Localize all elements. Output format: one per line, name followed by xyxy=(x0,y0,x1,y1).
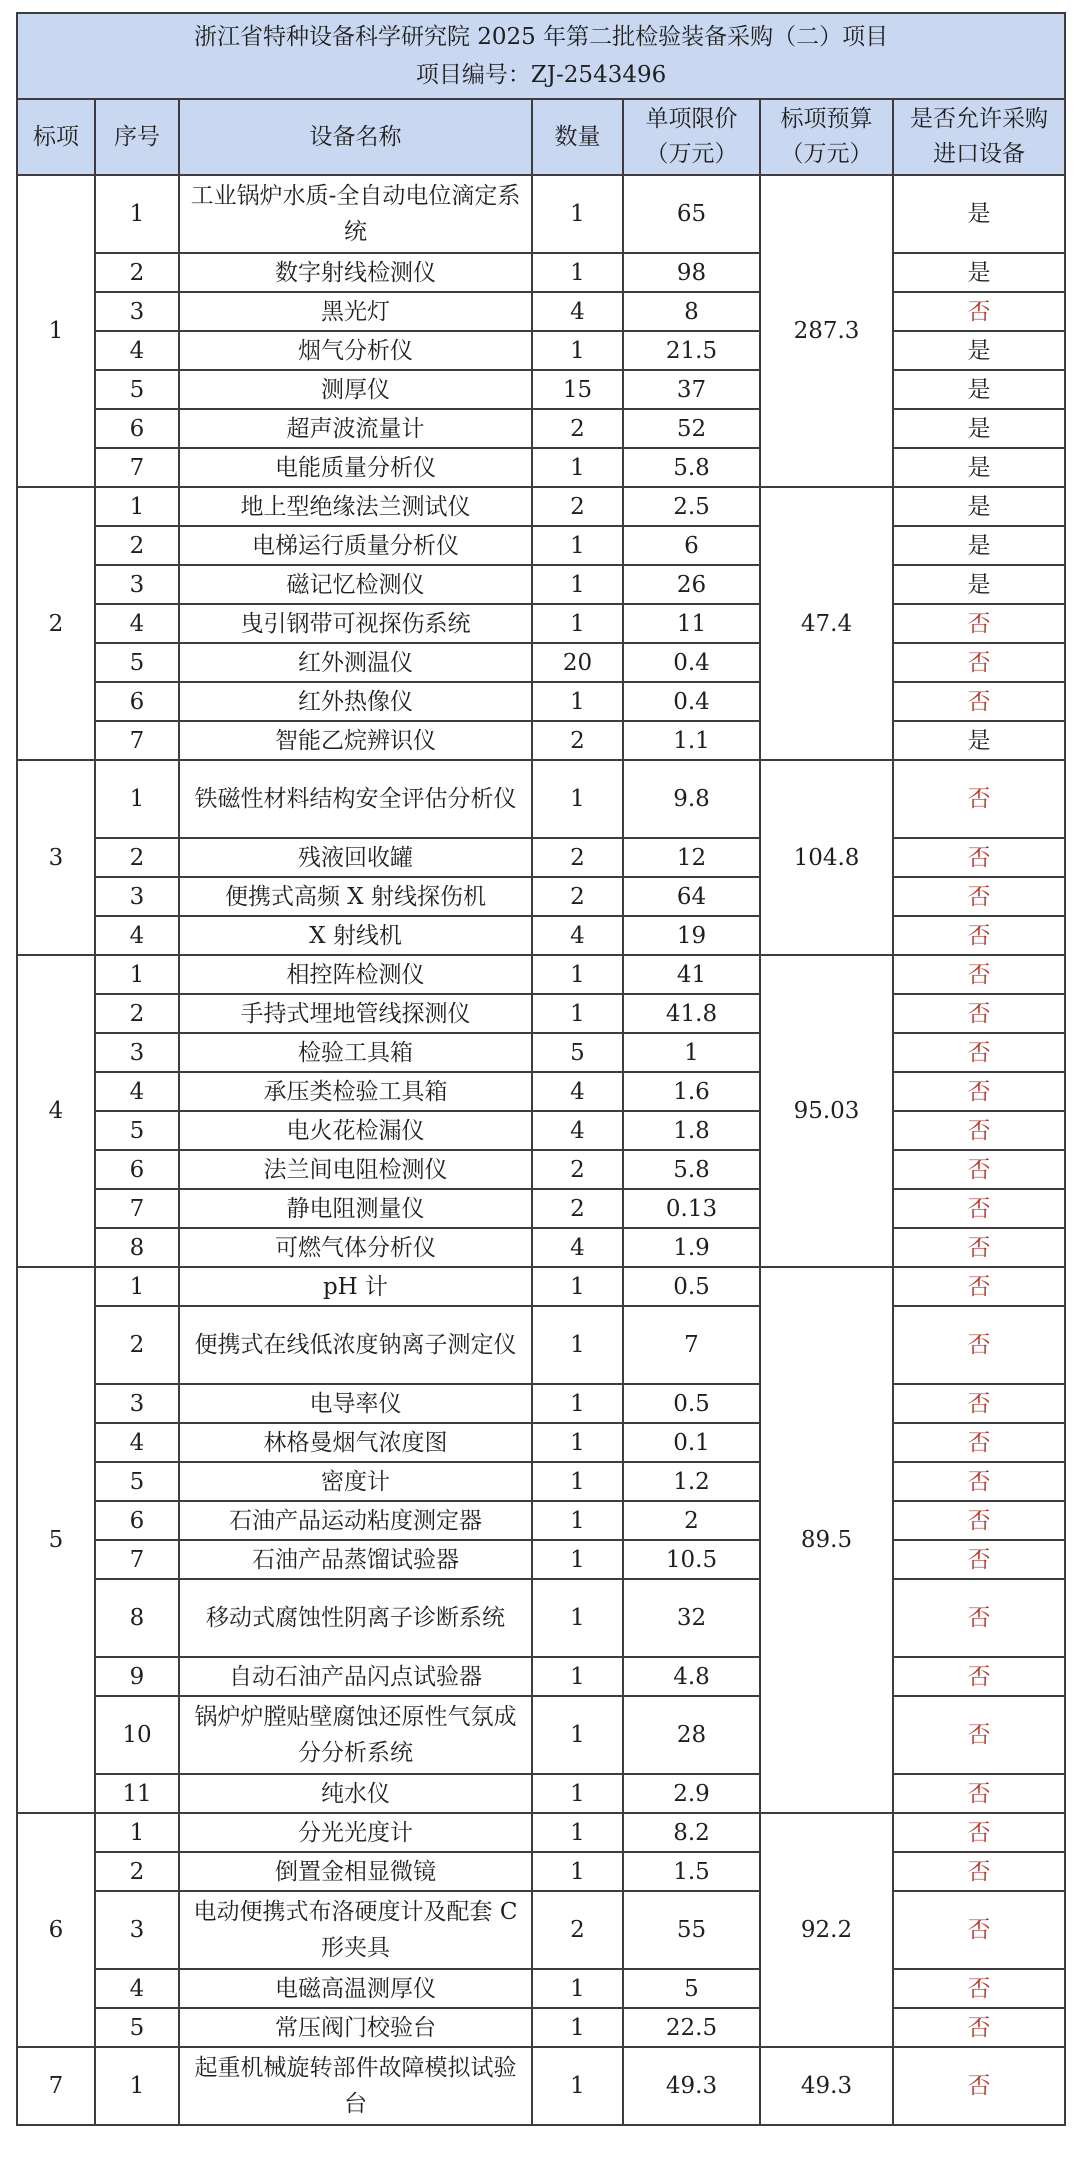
seq-cell: 5 xyxy=(95,2008,179,2047)
equipment-name-cell: 可燃气体分析仪 xyxy=(179,1228,532,1267)
table-row xyxy=(17,1306,1065,1384)
unit-limit-cell: 22.5 xyxy=(623,2008,760,2047)
import-allowed-cell: 否 xyxy=(893,1189,1065,1228)
equipment-name-cell: 相控阵检测仪 xyxy=(179,955,532,994)
equipment-name-cell: 电动便携式布洛硬度计及配套 C 形夹具 xyxy=(179,1891,532,1969)
quantity-cell: 1 xyxy=(532,1540,623,1579)
equipment-name-cell: 红外测温仪 xyxy=(179,643,532,682)
quantity-cell: 1 xyxy=(532,1774,623,1813)
quantity-cell: 2 xyxy=(532,877,623,916)
table-row xyxy=(17,643,1065,682)
equipment-name-cell: pH 计 xyxy=(179,1267,532,1306)
table-row xyxy=(17,1033,1065,1072)
import-allowed-cell: 否 xyxy=(893,292,1065,331)
quantity-cell: 1 xyxy=(532,331,623,370)
header-name: 设备名称 xyxy=(179,99,532,175)
import-allowed-cell: 是 xyxy=(893,526,1065,565)
seq-cell: 3 xyxy=(95,292,179,331)
seq-cell: 7 xyxy=(95,721,179,760)
import-allowed-cell: 否 xyxy=(893,2008,1065,2047)
unit-limit-cell: 37 xyxy=(623,370,760,409)
seq-cell: 2 xyxy=(95,1306,179,1384)
quantity-cell: 1 xyxy=(532,1813,623,1852)
unit-limit-cell: 32 xyxy=(623,1579,760,1657)
equipment-name-cell: 曳引钢带可视探伤系统 xyxy=(179,604,532,643)
import-allowed-cell: 否 xyxy=(893,838,1065,877)
import-allowed-cell: 否 xyxy=(893,1033,1065,1072)
import-allowed-cell: 是 xyxy=(893,175,1065,253)
table-row xyxy=(17,1072,1065,1111)
import-allowed-cell: 否 xyxy=(893,1150,1065,1189)
unit-limit-cell: 41 xyxy=(623,955,760,994)
import-allowed-cell: 是 xyxy=(893,565,1065,604)
quantity-cell: 2 xyxy=(532,1150,623,1189)
lot-number-cell: 1 xyxy=(17,175,95,487)
table-row xyxy=(17,1540,1065,1579)
equipment-name-cell: 锅炉炉膛贴壁腐蚀还原性气氛成分分析系统 xyxy=(179,1696,532,1774)
unit-limit-cell: 6 xyxy=(623,526,760,565)
quantity-cell: 1 xyxy=(532,253,623,292)
table-row xyxy=(17,1969,1065,2008)
import-allowed-cell: 否 xyxy=(893,1501,1065,1540)
seq-cell: 5 xyxy=(95,643,179,682)
equipment-name-cell: 法兰间电阻检测仪 xyxy=(179,1150,532,1189)
unit-limit-cell: 11 xyxy=(623,604,760,643)
import-allowed-cell: 是 xyxy=(893,721,1065,760)
unit-limit-cell: 55 xyxy=(623,1891,760,1969)
equipment-name-cell: 黑光灯 xyxy=(179,292,532,331)
lot-budget-cell: 92.2 xyxy=(760,1813,893,2047)
equipment-name-cell: 电导率仪 xyxy=(179,1384,532,1423)
table-row xyxy=(17,604,1065,643)
quantity-cell: 2 xyxy=(532,1189,623,1228)
quantity-cell: 20 xyxy=(532,643,623,682)
import-allowed-cell: 否 xyxy=(893,955,1065,994)
quantity-cell: 2 xyxy=(532,1891,623,1969)
quantity-cell: 1 xyxy=(532,1384,623,1423)
import-allowed-cell: 否 xyxy=(893,760,1065,838)
quantity-cell: 1 xyxy=(532,994,623,1033)
unit-limit-cell: 1.6 xyxy=(623,1072,760,1111)
equipment-name-cell: 分光光度计 xyxy=(179,1813,532,1852)
quantity-cell: 1 xyxy=(532,1462,623,1501)
quantity-cell: 15 xyxy=(532,370,623,409)
table-row xyxy=(17,1891,1065,1969)
equipment-name-cell: 电磁高温测厚仪 xyxy=(179,1969,532,2008)
lot-number-cell: 6 xyxy=(17,1813,95,2047)
table-row xyxy=(17,487,1065,526)
seq-cell: 4 xyxy=(95,331,179,370)
seq-cell: 3 xyxy=(95,1384,179,1423)
table-row xyxy=(17,1228,1065,1267)
header-row xyxy=(17,99,1065,175)
quantity-cell: 5 xyxy=(532,1033,623,1072)
seq-cell: 2 xyxy=(95,838,179,877)
quantity-cell: 2 xyxy=(532,721,623,760)
unit-limit-cell: 1.2 xyxy=(623,1462,760,1501)
equipment-name-cell: 地上型绝缘法兰测试仪 xyxy=(179,487,532,526)
unit-limit-cell: 0.5 xyxy=(623,1384,760,1423)
unit-limit-cell: 52 xyxy=(623,409,760,448)
quantity-cell: 1 xyxy=(532,760,623,838)
import-allowed-cell: 是 xyxy=(893,370,1065,409)
unit-limit-cell: 7 xyxy=(623,1306,760,1384)
unit-limit-cell: 0.4 xyxy=(623,643,760,682)
quantity-cell: 1 xyxy=(532,1696,623,1774)
quantity-cell: 1 xyxy=(532,175,623,253)
procurement-table xyxy=(16,12,1066,2126)
import-allowed-cell: 否 xyxy=(893,877,1065,916)
quantity-cell: 1 xyxy=(532,1579,623,1657)
import-allowed-cell: 否 xyxy=(893,682,1065,721)
seq-cell: 3 xyxy=(95,565,179,604)
seq-cell: 7 xyxy=(95,1189,179,1228)
seq-cell: 2 xyxy=(95,1852,179,1891)
unit-limit-cell: 8.2 xyxy=(623,1813,760,1852)
quantity-cell: 2 xyxy=(532,838,623,877)
table-row xyxy=(17,175,1065,253)
import-allowed-cell: 否 xyxy=(893,1852,1065,1891)
lot-number-cell: 7 xyxy=(17,2047,95,2125)
seq-cell: 4 xyxy=(95,1072,179,1111)
unit-limit-cell: 4.8 xyxy=(623,1657,760,1696)
table-row xyxy=(17,370,1065,409)
equipment-name-cell: 超声波流量计 xyxy=(179,409,532,448)
quantity-cell: 4 xyxy=(532,1111,623,1150)
lot-budget-cell: 104.8 xyxy=(760,760,893,955)
table-row xyxy=(17,253,1065,292)
import-allowed-cell: 否 xyxy=(893,1423,1065,1462)
seq-cell: 1 xyxy=(95,175,179,253)
unit-limit-cell: 21.5 xyxy=(623,331,760,370)
seq-cell: 8 xyxy=(95,1579,179,1657)
equipment-name-cell: 移动式腐蚀性阴离子诊断系统 xyxy=(179,1579,532,1657)
equipment-name-cell: 检验工具箱 xyxy=(179,1033,532,1072)
unit-limit-cell: 2 xyxy=(623,1501,760,1540)
seq-cell: 4 xyxy=(95,1423,179,1462)
unit-limit-cell: 8 xyxy=(623,292,760,331)
equipment-name-cell: 倒置金相显微镜 xyxy=(179,1852,532,1891)
equipment-name-cell: 电火花检漏仪 xyxy=(179,1111,532,1150)
unit-limit-cell: 5 xyxy=(623,1969,760,2008)
equipment-name-cell: 静电阻测量仪 xyxy=(179,1189,532,1228)
table-row xyxy=(17,1813,1065,1852)
seq-cell: 3 xyxy=(95,877,179,916)
quantity-cell: 1 xyxy=(532,1852,623,1891)
unit-limit-cell: 28 xyxy=(623,1696,760,1774)
table-row xyxy=(17,955,1065,994)
import-allowed-cell: 是 xyxy=(893,448,1065,487)
quantity-cell: 1 xyxy=(532,1657,623,1696)
seq-cell: 1 xyxy=(95,955,179,994)
quantity-cell: 4 xyxy=(532,1228,623,1267)
seq-cell: 6 xyxy=(95,409,179,448)
equipment-name-cell: 智能乙烷辨识仪 xyxy=(179,721,532,760)
seq-cell: 1 xyxy=(95,1813,179,1852)
table-row xyxy=(17,682,1065,721)
unit-limit-cell: 0.13 xyxy=(623,1189,760,1228)
quantity-cell: 1 xyxy=(532,955,623,994)
table-row xyxy=(17,760,1065,838)
import-allowed-cell: 否 xyxy=(893,1696,1065,1774)
table-row xyxy=(17,1189,1065,1228)
table-row xyxy=(17,292,1065,331)
lot-number-cell: 4 xyxy=(17,955,95,1267)
import-allowed-cell: 否 xyxy=(893,1111,1065,1150)
equipment-name-cell: 残液回收罐 xyxy=(179,838,532,877)
table-row xyxy=(17,1852,1065,1891)
unit-limit-cell: 2.5 xyxy=(623,487,760,526)
table-row xyxy=(17,877,1065,916)
table-row xyxy=(17,448,1065,487)
lot-budget-cell: 287.3 xyxy=(760,175,893,487)
quantity-cell: 1 xyxy=(532,1423,623,1462)
seq-cell: 2 xyxy=(95,994,179,1033)
unit-limit-cell: 5.8 xyxy=(623,448,760,487)
lot-budget-cell: 49.3 xyxy=(760,2047,893,2125)
unit-limit-cell: 0.5 xyxy=(623,1267,760,1306)
unit-limit-cell: 10.5 xyxy=(623,1540,760,1579)
table-row xyxy=(17,1579,1065,1657)
unit-limit-cell: 12 xyxy=(623,838,760,877)
equipment-name-cell: 自动石油产品闪点试验器 xyxy=(179,1657,532,1696)
seq-cell: 3 xyxy=(95,1033,179,1072)
unit-limit-cell: 19 xyxy=(623,916,760,955)
equipment-name-cell: 起重机械旋转部件故障模拟试验台 xyxy=(179,2047,532,2125)
seq-cell: 5 xyxy=(95,370,179,409)
lot-budget-cell: 95.03 xyxy=(760,955,893,1267)
import-allowed-cell: 否 xyxy=(893,1540,1065,1579)
header-qty: 数量 xyxy=(532,99,623,175)
table-row xyxy=(17,1384,1065,1423)
quantity-cell: 1 xyxy=(532,2008,623,2047)
equipment-name-cell: 石油产品运动粘度测定器 xyxy=(179,1501,532,1540)
equipment-name-cell: 常压阀门校验台 xyxy=(179,2008,532,2047)
header-seq: 序号 xyxy=(95,99,179,175)
equipment-name-cell: 密度计 xyxy=(179,1462,532,1501)
equipment-name-cell: 石油产品蒸馏试验器 xyxy=(179,1540,532,1579)
import-allowed-cell: 否 xyxy=(893,1774,1065,1813)
import-allowed-cell: 否 xyxy=(893,1462,1065,1501)
seq-cell: 3 xyxy=(95,1891,179,1969)
unit-limit-cell: 0.4 xyxy=(623,682,760,721)
table-body xyxy=(17,175,1065,2125)
unit-limit-cell: 1.5 xyxy=(623,1852,760,1891)
import-allowed-cell: 是 xyxy=(893,487,1065,526)
equipment-name-cell: 纯水仪 xyxy=(179,1774,532,1813)
table-row xyxy=(17,1501,1065,1540)
quantity-cell: 4 xyxy=(532,916,623,955)
seq-cell: 1 xyxy=(95,760,179,838)
equipment-name-cell: 烟气分析仪 xyxy=(179,331,532,370)
equipment-name-cell: 便携式在线低浓度钠离子测定仪 xyxy=(179,1306,532,1384)
import-allowed-cell: 否 xyxy=(893,1228,1065,1267)
equipment-name-cell: 工业锅炉水质-全自动电位滴定系统 xyxy=(179,175,532,253)
table-row xyxy=(17,2008,1065,2047)
equipment-name-cell: X 射线机 xyxy=(179,916,532,955)
quantity-cell: 1 xyxy=(532,526,623,565)
equipment-name-cell: 电能质量分析仪 xyxy=(179,448,532,487)
lot-number-cell: 5 xyxy=(17,1267,95,1813)
table-row xyxy=(17,2047,1065,2125)
header-budget: 标项预算（万元） xyxy=(760,99,893,175)
import-allowed-cell: 是 xyxy=(893,409,1065,448)
quantity-cell: 1 xyxy=(532,604,623,643)
import-allowed-cell: 否 xyxy=(893,643,1065,682)
quantity-cell: 4 xyxy=(532,292,623,331)
table-row xyxy=(17,1150,1065,1189)
lot-number-cell: 2 xyxy=(17,487,95,760)
quantity-cell: 1 xyxy=(532,682,623,721)
unit-limit-cell: 65 xyxy=(623,175,760,253)
table-row xyxy=(17,1462,1065,1501)
table-row xyxy=(17,1111,1065,1150)
quantity-cell: 1 xyxy=(532,1306,623,1384)
unit-limit-cell: 49.3 xyxy=(623,2047,760,2125)
table-row xyxy=(17,916,1065,955)
unit-limit-cell: 0.1 xyxy=(623,1423,760,1462)
seq-cell: 9 xyxy=(95,1657,179,1696)
lot-budget-cell: 89.5 xyxy=(760,1267,893,1813)
import-allowed-cell: 是 xyxy=(893,331,1065,370)
import-allowed-cell: 否 xyxy=(893,1813,1065,1852)
import-allowed-cell: 否 xyxy=(893,1072,1065,1111)
quantity-cell: 4 xyxy=(532,1072,623,1111)
seq-cell: 1 xyxy=(95,2047,179,2125)
import-allowed-cell: 否 xyxy=(893,1384,1065,1423)
unit-limit-cell: 1.9 xyxy=(623,1228,760,1267)
import-allowed-cell: 否 xyxy=(893,1657,1065,1696)
unit-limit-cell: 1.1 xyxy=(623,721,760,760)
import-allowed-cell: 否 xyxy=(893,916,1065,955)
seq-cell: 5 xyxy=(95,1462,179,1501)
import-allowed-cell: 否 xyxy=(893,1969,1065,2008)
seq-cell: 4 xyxy=(95,916,179,955)
unit-limit-cell: 98 xyxy=(623,253,760,292)
seq-cell: 8 xyxy=(95,1228,179,1267)
unit-limit-cell: 5.8 xyxy=(623,1150,760,1189)
lot-number-cell: 3 xyxy=(17,760,95,955)
import-allowed-cell: 否 xyxy=(893,1579,1065,1657)
seq-cell: 6 xyxy=(95,682,179,721)
import-allowed-cell: 否 xyxy=(893,604,1065,643)
table-row xyxy=(17,1657,1065,1696)
table-row xyxy=(17,409,1065,448)
unit-limit-cell: 26 xyxy=(623,565,760,604)
header-import: 是否允许采购进口设备 xyxy=(893,99,1065,175)
table-row xyxy=(17,1774,1065,1813)
unit-limit-cell: 1 xyxy=(623,1033,760,1072)
quantity-cell: 1 xyxy=(532,2047,623,2125)
seq-cell: 5 xyxy=(95,1111,179,1150)
seq-cell: 10 xyxy=(95,1696,179,1774)
project-number: 项目编号：ZJ-2543496 xyxy=(415,62,667,88)
table-row xyxy=(17,526,1065,565)
unit-limit-cell: 2.9 xyxy=(623,1774,760,1813)
table-row xyxy=(17,1696,1065,1774)
import-allowed-cell: 是 xyxy=(893,253,1065,292)
seq-cell: 6 xyxy=(95,1150,179,1189)
equipment-name-cell: 承压类检验工具箱 xyxy=(179,1072,532,1111)
title-line-1: 浙江省特种设备科学研究院 2025 年第二批检验装备采购（二）项目 xyxy=(193,24,889,50)
quantity-cell: 2 xyxy=(532,409,623,448)
table-row xyxy=(17,331,1065,370)
quantity-cell: 2 xyxy=(532,487,623,526)
equipment-name-cell: 测厚仪 xyxy=(179,370,532,409)
header-unit-limit: 单项限价（万元） xyxy=(623,99,760,175)
equipment-name-cell: 便携式高频 X 射线探伤机 xyxy=(179,877,532,916)
procurement-document xyxy=(16,12,1064,2126)
equipment-name-cell: 铁磁性材料结构安全评估分析仪 xyxy=(179,760,532,838)
quantity-cell: 1 xyxy=(532,565,623,604)
table-row xyxy=(17,1267,1065,1306)
unit-limit-cell: 41.8 xyxy=(623,994,760,1033)
import-allowed-cell: 否 xyxy=(893,994,1065,1033)
quantity-cell: 1 xyxy=(532,1267,623,1306)
seq-cell: 7 xyxy=(95,1540,179,1579)
seq-cell: 4 xyxy=(95,604,179,643)
equipment-name-cell: 红外热像仪 xyxy=(179,682,532,721)
equipment-name-cell: 磁记忆检测仪 xyxy=(179,565,532,604)
lot-budget-cell: 47.4 xyxy=(760,487,893,760)
equipment-name-cell: 林格曼烟气浓度图 xyxy=(179,1423,532,1462)
import-allowed-cell: 否 xyxy=(893,1267,1065,1306)
table-row xyxy=(17,994,1065,1033)
quantity-cell: 1 xyxy=(532,1969,623,2008)
header-lot: 标项 xyxy=(17,99,95,175)
quantity-cell: 1 xyxy=(532,1501,623,1540)
unit-limit-cell: 1.8 xyxy=(623,1111,760,1150)
seq-cell: 2 xyxy=(95,253,179,292)
import-allowed-cell: 否 xyxy=(893,1891,1065,1969)
seq-cell: 11 xyxy=(95,1774,179,1813)
import-allowed-cell: 否 xyxy=(893,2047,1065,2125)
unit-limit-cell: 64 xyxy=(623,877,760,916)
table-row xyxy=(17,565,1065,604)
seq-cell: 2 xyxy=(95,526,179,565)
table-row xyxy=(17,721,1065,760)
import-allowed-cell: 否 xyxy=(893,1306,1065,1384)
seq-cell: 1 xyxy=(95,487,179,526)
quantity-cell: 1 xyxy=(532,448,623,487)
equipment-name-cell: 数字射线检测仪 xyxy=(179,253,532,292)
table-row xyxy=(17,838,1065,877)
table-title xyxy=(17,13,1065,99)
equipment-name-cell: 电梯运行质量分析仪 xyxy=(179,526,532,565)
seq-cell: 7 xyxy=(95,448,179,487)
seq-cell: 4 xyxy=(95,1969,179,2008)
seq-cell: 1 xyxy=(95,1267,179,1306)
seq-cell: 6 xyxy=(95,1501,179,1540)
unit-limit-cell: 9.8 xyxy=(623,760,760,838)
table-row xyxy=(17,1423,1065,1462)
equipment-name-cell: 手持式埋地管线探测仪 xyxy=(179,994,532,1033)
